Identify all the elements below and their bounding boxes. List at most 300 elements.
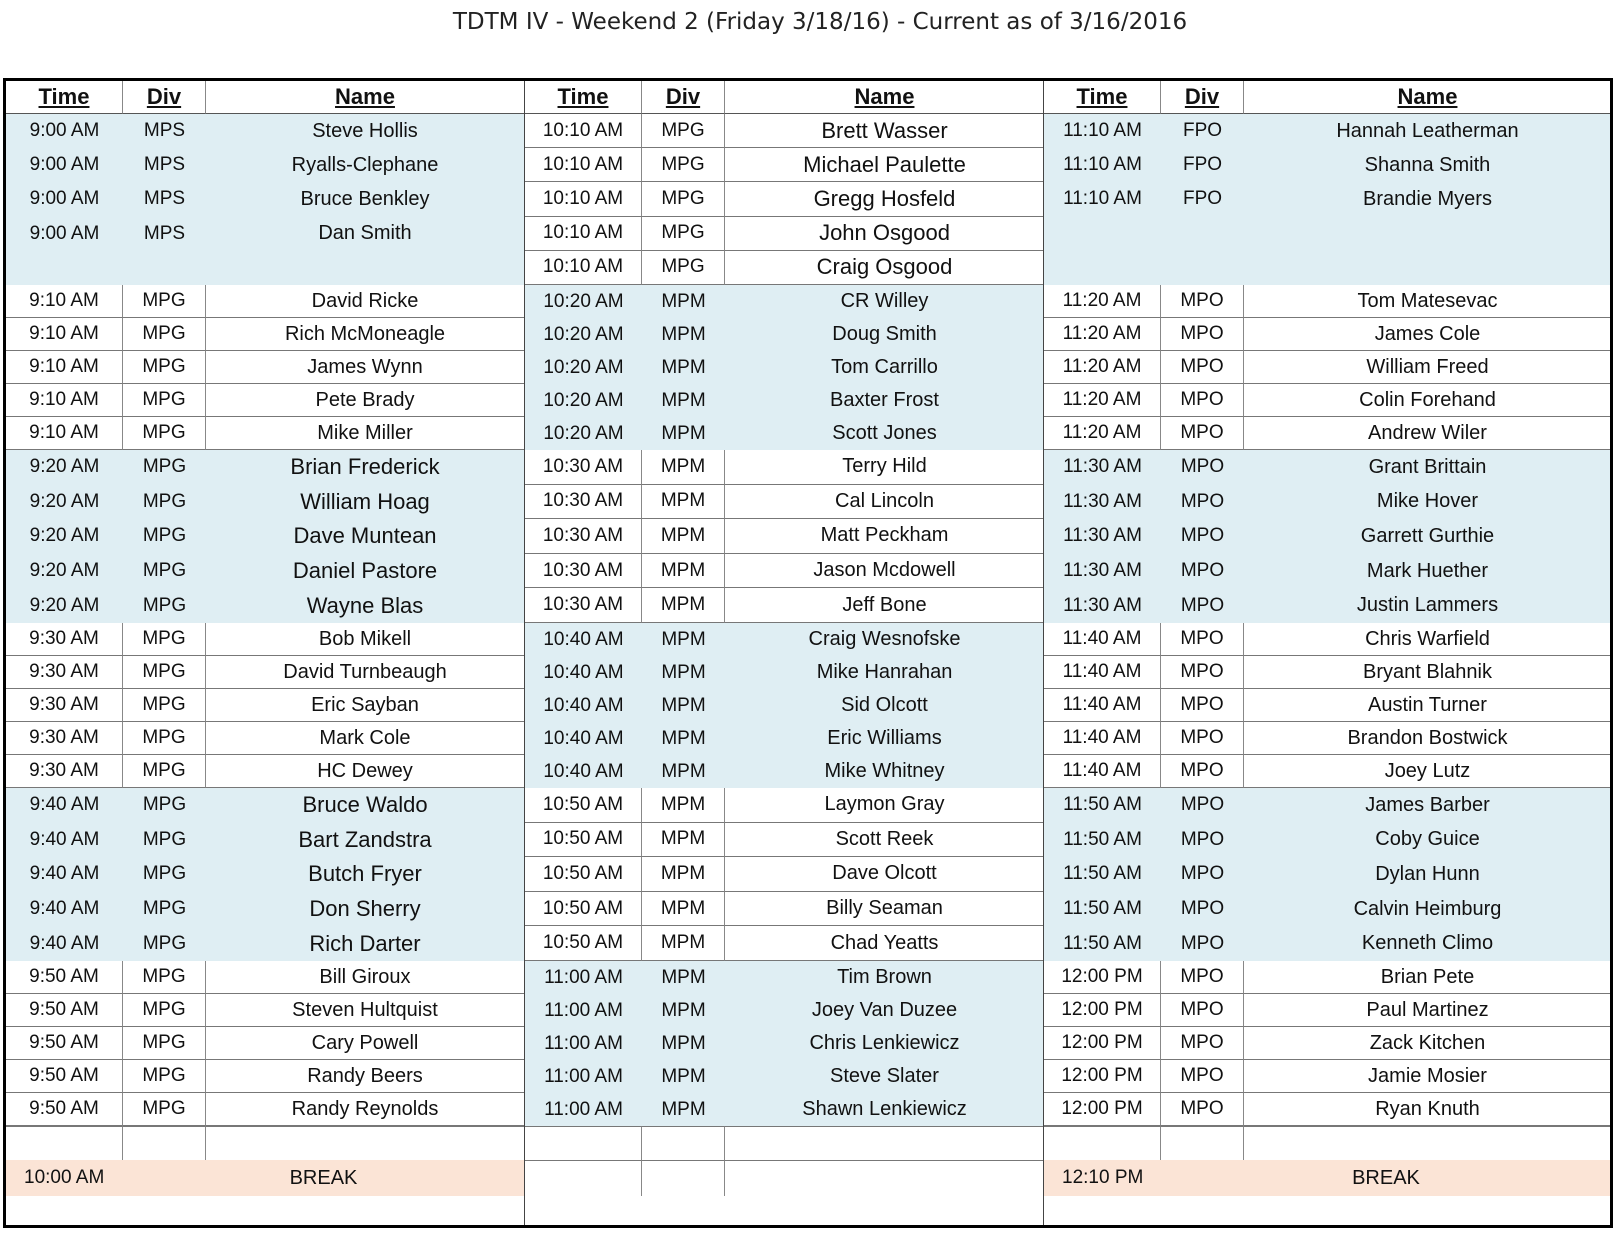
schedule-table (3, 78, 1613, 1228)
row-time: 11:40 AM (1044, 623, 1161, 656)
row-name: James Cole (1244, 318, 1611, 351)
empty-row (525, 1126, 1044, 1160)
row-name: Daniel Pastore (292, 558, 438, 584)
row-div: MPO (1180, 456, 1225, 478)
row-name: Steve Hollis (312, 119, 418, 142)
row-name: Sid Olcott (841, 694, 928, 716)
row-name (1244, 217, 1611, 251)
table-row (6, 1060, 524, 1093)
row-name: David Ricke (206, 285, 524, 318)
row-time: 11:30 AM (1063, 525, 1142, 547)
table-row (525, 961, 1044, 994)
row-name: William Hoag (300, 488, 430, 514)
row-name: Chris Lenkiewicz (809, 1032, 960, 1054)
table-row (6, 722, 524, 755)
row-div: MPO (1161, 1093, 1244, 1126)
row-time: 9:30 AM (6, 722, 123, 755)
row-time: 9:00 AM (29, 154, 100, 176)
row-div: MPM (642, 519, 725, 554)
table-row (6, 994, 524, 1027)
row-div: MPM (642, 450, 725, 485)
table-row (6, 961, 524, 994)
row-time: 11:50 AM (1063, 898, 1142, 920)
table-row (1044, 485, 1611, 520)
row-time: 11:00 AM (544, 1065, 623, 1087)
row-time: 11:00 AM (544, 966, 623, 988)
row-div: FPO (1182, 120, 1223, 142)
row-time: 10:50 AM (525, 823, 642, 858)
table-row (6, 182, 524, 216)
row-name: Randy Reynolds (206, 1093, 524, 1126)
row-div: MPM (661, 389, 706, 411)
row-div: MPM (642, 857, 725, 892)
table-row (525, 417, 1044, 450)
row-time: 9:00 AM (29, 222, 100, 244)
table-row (6, 485, 524, 520)
row-div (1161, 217, 1244, 251)
table-row (1044, 285, 1611, 318)
empty-cell (1244, 1126, 1611, 1160)
row-div: MPG (123, 689, 206, 722)
row-div: MPO (1161, 1027, 1244, 1060)
row-time: 10:20 AM (543, 323, 624, 345)
row-time: 11:50 AM (1063, 863, 1142, 885)
row-time: 11:40 AM (1044, 755, 1161, 788)
row-time: 9:00 AM (29, 120, 100, 142)
row-div: MPO (1161, 689, 1244, 722)
table-row (6, 251, 524, 285)
table-row (1044, 656, 1611, 689)
row-name (1244, 251, 1611, 285)
table-row (1044, 689, 1611, 722)
row-time: 11:50 AM (1063, 932, 1142, 954)
table-row (1044, 788, 1611, 823)
table-row (525, 148, 1044, 182)
row-div: MPM (661, 694, 706, 716)
row-div: MPG (642, 251, 725, 285)
row-name: Bruce Waldo (302, 792, 428, 818)
table-row (6, 623, 524, 656)
row-div: MPS (143, 222, 186, 244)
row-name: Mike Hanrahan (816, 661, 953, 683)
table-row (525, 114, 1044, 148)
row-div: MPO (1180, 490, 1225, 512)
row-time: 9:50 AM (6, 1093, 123, 1126)
row-name: Shanna Smith (1364, 153, 1491, 176)
row-time: 11:50 AM (1063, 828, 1142, 850)
row-name: John Osgood (725, 217, 1044, 251)
header-name: Name (725, 81, 1044, 114)
empty-row (1044, 1126, 1611, 1160)
row-time: 11:20 AM (1044, 351, 1161, 384)
row-name: Coby Guice (1375, 828, 1480, 851)
row-div: MPG (142, 932, 187, 954)
table-row (525, 926, 1044, 961)
row-name: Justin Lammers (1356, 594, 1499, 617)
row-name: Joey Van Duzee (811, 999, 958, 1021)
table-row (525, 656, 1044, 689)
row-name: Hannah Leatherman (1336, 119, 1519, 142)
row-div: MPO (1180, 828, 1225, 850)
row-div: MPO (1161, 961, 1244, 994)
row-div: MPM (661, 1065, 706, 1087)
row-name: Bill Giroux (206, 961, 524, 994)
empty-cell (725, 1160, 1044, 1196)
row-div: MPG (123, 722, 206, 755)
table-row (6, 384, 524, 417)
table-row (525, 450, 1044, 485)
row-name: Rich McMoneagle (206, 318, 524, 351)
row-name: Mark Huether (1366, 559, 1489, 582)
row-div: MPO (1161, 285, 1244, 318)
table-row (1044, 1060, 1611, 1093)
row-div: MPM (661, 727, 706, 749)
header-div: Div (642, 81, 725, 114)
row-name: David Turnbeaugh (206, 656, 524, 689)
row-name: Craig Osgood (725, 251, 1044, 285)
table-row (525, 755, 1044, 788)
row-time: 10:10 AM (525, 114, 642, 148)
table-row (525, 1060, 1044, 1093)
row-time: 11:00 AM (544, 999, 623, 1021)
row-time: 10:30 AM (525, 588, 642, 623)
empty-cell (642, 1126, 725, 1160)
row-time: 9:20 AM (29, 560, 100, 582)
table-row (6, 318, 524, 351)
row-div: MPO (1161, 623, 1244, 656)
row-div (1161, 251, 1244, 285)
table-row (1044, 318, 1611, 351)
table-row (525, 485, 1044, 520)
row-time: 10:50 AM (525, 892, 642, 927)
row-div: MPS (143, 154, 186, 176)
row-time: 9:20 AM (29, 525, 100, 547)
row-name: Mike Miller (206, 417, 524, 450)
empty-cell (525, 1126, 642, 1160)
table-row (1044, 182, 1611, 216)
row-div: MPG (642, 182, 725, 216)
row-div: MPG (142, 794, 187, 816)
row-time: 9:10 AM (6, 285, 123, 318)
table-row (525, 351, 1044, 384)
table-row (525, 994, 1044, 1027)
empty-cell (725, 1126, 1044, 1160)
row-div: MPM (661, 422, 706, 444)
row-div: MPS (143, 188, 186, 210)
row-div: MPG (123, 417, 206, 450)
header-div: Div (123, 81, 206, 114)
row-time: 10:30 AM (525, 519, 642, 554)
row-div: MPG (123, 1027, 206, 1060)
row-div: MPO (1161, 722, 1244, 755)
table-row (6, 656, 524, 689)
row-div: MPM (642, 554, 725, 589)
row-time: 9:10 AM (6, 417, 123, 450)
row-time: 11:30 AM (1063, 456, 1142, 478)
row-time: 9:50 AM (6, 1027, 123, 1060)
table-row (525, 1093, 1044, 1126)
row-div: MPG (123, 755, 206, 788)
table-row (6, 351, 524, 384)
break-time: 12:10 PM (1062, 1167, 1144, 1188)
header-div: Div (1161, 81, 1244, 114)
empty-cell (642, 1160, 725, 1196)
row-name (206, 251, 524, 285)
row-time: 11:30 AM (1063, 594, 1142, 616)
row-time: 9:40 AM (29, 898, 100, 920)
row-name: Colin Forehand (1244, 384, 1611, 417)
row-name: Dan Smith (318, 222, 412, 245)
row-time: 9:30 AM (6, 689, 123, 722)
table-row (1044, 1027, 1611, 1060)
row-time: 12:00 PM (1044, 1027, 1161, 1060)
table-row (525, 554, 1044, 589)
table-row (1044, 251, 1611, 285)
table-row (525, 318, 1044, 351)
row-name: Grant Brittain (1368, 455, 1487, 478)
row-name: Chris Warfield (1244, 623, 1611, 656)
table-row (1044, 217, 1611, 251)
row-div: MPG (123, 1060, 206, 1093)
row-name: Dylan Hunn (1375, 862, 1480, 885)
row-div: MPM (661, 966, 706, 988)
table-row (1044, 1093, 1611, 1126)
row-div: FPO (1182, 154, 1223, 176)
break-label: BREAK (1352, 1166, 1420, 1189)
row-time: 11:20 AM (1044, 384, 1161, 417)
row-time: 10:50 AM (525, 926, 642, 961)
row-name: Jeff Bone (725, 588, 1044, 623)
row-name: Laymon Gray (725, 788, 1044, 823)
row-name: Craig Wesnofske (808, 628, 961, 650)
table-row (1044, 961, 1611, 994)
row-time: 12:00 PM (1044, 1060, 1161, 1093)
row-time: 10:20 AM (543, 290, 624, 312)
schedule-block-1 (6, 81, 524, 1225)
table-row (6, 285, 524, 318)
row-name: Bart Zandstra (298, 826, 432, 852)
table-row (1044, 148, 1611, 182)
row-div: MPG (123, 961, 206, 994)
row-time: 11:50 AM (1063, 794, 1142, 816)
row-div: MPM (661, 1032, 706, 1054)
row-name: Brian Frederick (290, 454, 440, 480)
row-name: Steven Hultquist (206, 994, 524, 1027)
row-div (123, 251, 206, 285)
row-time: 9:50 AM (6, 961, 123, 994)
row-name: Austin Turner (1244, 689, 1611, 722)
row-div: MPM (642, 788, 725, 823)
row-name: Dave Olcott (725, 857, 1044, 892)
table-row (6, 689, 524, 722)
row-time: 10:50 AM (525, 857, 642, 892)
row-name: Tim Brown (837, 966, 932, 988)
schedule-block-3 (1043, 81, 1611, 1225)
row-name: Steve Slater (830, 1065, 939, 1087)
table-row (525, 857, 1044, 892)
table-row (525, 182, 1044, 216)
table-row (1044, 926, 1611, 961)
row-div: MPG (123, 656, 206, 689)
break-label: BREAK (289, 1166, 358, 1189)
row-name: Wayne Blas (306, 592, 424, 618)
table-row (525, 892, 1044, 927)
row-time: 12:00 PM (1044, 994, 1161, 1027)
table-row (6, 417, 524, 450)
row-div: MPO (1180, 594, 1225, 616)
row-name: Randy Beers (206, 1060, 524, 1093)
row-name: Eric Sayban (206, 689, 524, 722)
row-div: MPM (642, 588, 725, 623)
row-name: Tom Matesevac (1244, 285, 1611, 318)
header-time: Time (525, 81, 642, 114)
table-row (525, 285, 1044, 318)
table-row (1044, 519, 1611, 554)
row-div: MPM (642, 926, 725, 961)
row-time (1044, 217, 1161, 251)
row-div: MPG (142, 828, 187, 850)
row-time (6, 251, 123, 285)
row-time: 9:40 AM (29, 863, 100, 885)
row-div: FPO (1182, 188, 1223, 210)
row-div: MPG (142, 456, 187, 478)
row-div: MPG (142, 560, 187, 582)
table-row (6, 148, 524, 182)
row-div: MPO (1161, 994, 1244, 1027)
row-time: 11:20 AM (1044, 285, 1161, 318)
row-name: Bruce Benkley (300, 187, 430, 210)
row-time: 9:20 AM (29, 594, 100, 616)
row-name: James Barber (1365, 793, 1490, 816)
row-time: 9:50 AM (6, 1060, 123, 1093)
table-row (6, 823, 524, 858)
row-div: MPM (661, 760, 706, 782)
row-time: 9:40 AM (29, 828, 100, 850)
row-name: Ryan Knuth (1244, 1093, 1611, 1126)
table-row (525, 384, 1044, 417)
row-name: Garrett Gurthie (1360, 524, 1495, 547)
break-time: 10:00 AM (24, 1167, 105, 1188)
row-div: MPG (123, 1093, 206, 1126)
break-row (1044, 1160, 1611, 1196)
row-name: Calvin Heimburg (1353, 897, 1502, 920)
row-time: 11:10 AM (1063, 154, 1142, 176)
row-div: MPO (1180, 560, 1225, 582)
table-row (6, 588, 524, 623)
row-div: MPG (642, 148, 725, 182)
empty-cell (206, 1126, 524, 1160)
row-time: 11:30 AM (1063, 490, 1142, 512)
table-row (1044, 823, 1611, 858)
row-name: Matt Peckham (725, 519, 1044, 554)
row-name: Mike Hover (1376, 490, 1479, 513)
row-div: MPM (661, 999, 706, 1021)
row-div: MPM (661, 628, 706, 650)
table-row (1044, 857, 1611, 892)
row-div: MPO (1180, 863, 1225, 885)
row-time: 10:20 AM (543, 422, 624, 444)
break-row (6, 1160, 524, 1196)
row-name: Don Sherry (309, 896, 421, 922)
row-div: MPG (142, 490, 187, 512)
table-row (1044, 351, 1611, 384)
row-div: MPG (123, 351, 206, 384)
row-div: MPG (142, 863, 187, 885)
table-row (6, 114, 524, 148)
table-row (1044, 450, 1611, 485)
row-name: James Wynn (206, 351, 524, 384)
row-div: MPG (123, 994, 206, 1027)
row-name: Dave Muntean (293, 523, 437, 549)
row-name: HC Dewey (206, 755, 524, 788)
row-time: 9:10 AM (6, 318, 123, 351)
table-row (6, 892, 524, 927)
row-name: Cary Powell (206, 1027, 524, 1060)
row-time: 10:10 AM (525, 182, 642, 216)
header-name: Name (1244, 81, 1611, 114)
row-name: William Freed (1244, 351, 1611, 384)
table-row (6, 926, 524, 961)
table-header-row (525, 81, 1044, 114)
row-div: MPM (661, 356, 706, 378)
row-div: MPG (123, 384, 206, 417)
row-name: Ryalls-Clephane (291, 153, 439, 176)
table-row (1044, 755, 1611, 788)
table-row (525, 623, 1044, 656)
row-name: Kenneth Climo (1361, 932, 1494, 955)
row-name: Butch Fryer (308, 861, 422, 887)
row-name: Gregg Hosfeld (725, 182, 1044, 216)
row-time: 10:30 AM (525, 485, 642, 520)
row-div: MPM (642, 485, 725, 520)
row-name: Rich Darter (309, 930, 421, 956)
row-time: 11:20 AM (1044, 417, 1161, 450)
row-div: MPG (142, 525, 187, 547)
table-row (1044, 384, 1611, 417)
row-time: 9:20 AM (29, 456, 100, 478)
table-row (1044, 892, 1611, 927)
row-name: Andrew Wiler (1244, 417, 1611, 450)
table-row (6, 554, 524, 589)
row-div: MPO (1180, 932, 1225, 954)
row-name: Scott Reek (725, 823, 1044, 858)
row-div: MPG (642, 217, 725, 251)
row-name: Zack Kitchen (1244, 1027, 1611, 1060)
row-name: Chad Yeatts (725, 926, 1044, 961)
table-row (1044, 994, 1611, 1027)
row-time: 11:10 AM (1063, 120, 1142, 142)
table-row (6, 1093, 524, 1126)
row-time: 10:20 AM (543, 356, 624, 378)
row-div: MPM (642, 892, 725, 927)
row-div: MPM (661, 323, 706, 345)
table-row (6, 755, 524, 788)
row-name: Jason Mcdowell (725, 554, 1044, 589)
row-time: 11:40 AM (1044, 722, 1161, 755)
row-time: 9:30 AM (6, 755, 123, 788)
table-row (1044, 588, 1611, 623)
row-name: Bryant Blahnik (1244, 656, 1611, 689)
row-name: Paul Martinez (1244, 994, 1611, 1027)
row-name: Billy Seaman (725, 892, 1044, 927)
row-time: 9:30 AM (6, 623, 123, 656)
table-row (525, 689, 1044, 722)
row-div: MPO (1161, 656, 1244, 689)
row-name: Shawn Lenkiewicz (802, 1098, 967, 1120)
row-div: MPM (661, 290, 706, 312)
row-div: MPO (1161, 755, 1244, 788)
row-time: 10:40 AM (543, 628, 624, 650)
